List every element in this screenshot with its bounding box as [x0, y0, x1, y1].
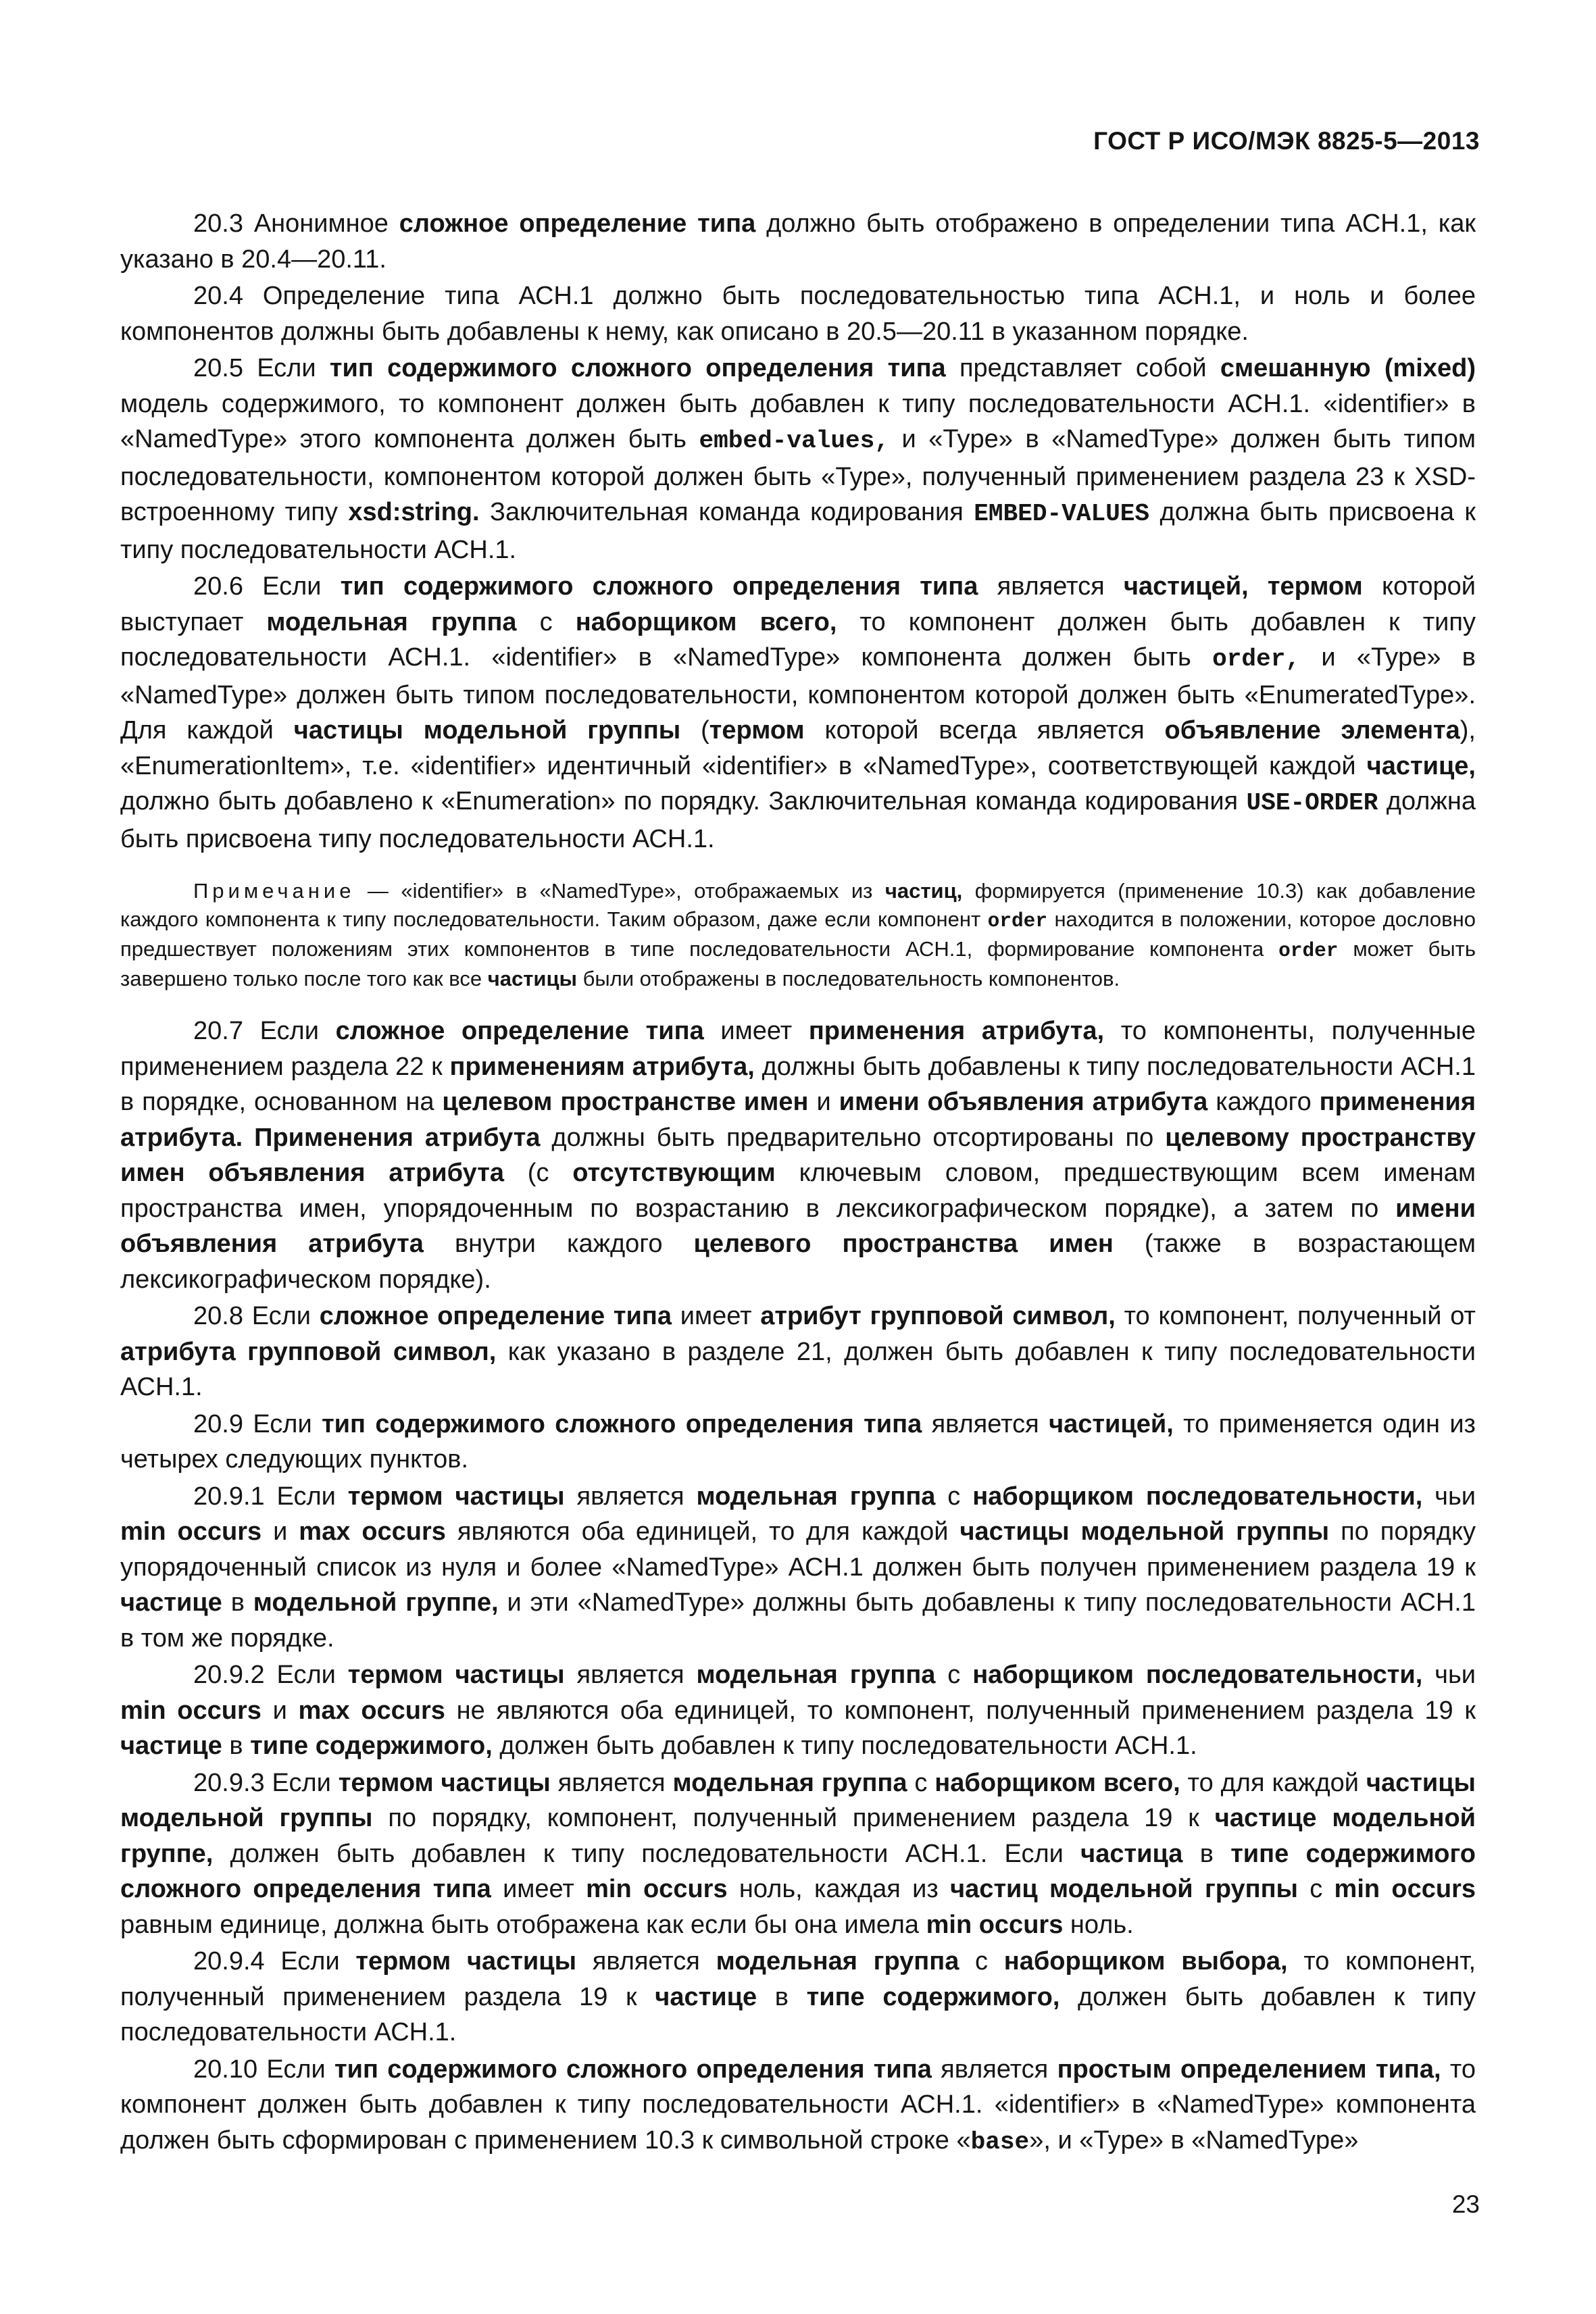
text-run: (с — [503, 1159, 573, 1187]
paragraph — [120, 1657, 1476, 1764]
text-run: должен быть добавлен к типу последовательности АСН.1. — [492, 1732, 1197, 1760]
text-run: и эти «NamedType» должны быть добавлены к типу последовательности АСН.1 в том же порядке. — [120, 1588, 1476, 1653]
bold-term: частица — [1080, 1839, 1183, 1868]
text-run: с — [907, 1768, 935, 1797]
bold-term: max occurs — [298, 1696, 445, 1725]
text-run: 20.5 Если — [193, 354, 330, 382]
bold-term: модельная группа — [696, 1482, 936, 1511]
text-run: ключевым словом, предшествующим всем именам пространства имен, упорядоченным по возрастанию в лексикографическом порядке), а затем по — [120, 1159, 1476, 1223]
text-run: в — [222, 1732, 251, 1760]
code-term: embed-values, — [699, 427, 889, 455]
text-run: 20.3 Анонимное — [193, 209, 399, 238]
bold-term: частице — [655, 1982, 757, 2011]
bold-term: целевому пространству имен объявления атрибута — [120, 1123, 1476, 1187]
text-run: в — [222, 1588, 253, 1617]
bold-term: наборщиком последовательности, — [972, 1661, 1423, 1689]
bold-term: применения атрибута. Применения атрибута — [120, 1088, 1476, 1152]
text-run: 20.7 Если — [193, 1017, 336, 1045]
note — [120, 877, 1476, 993]
text-run: 20.9.4 Если — [193, 1947, 356, 1976]
bold-term: термом частицы — [347, 1661, 565, 1689]
text-run: 20.8 Если — [193, 1302, 320, 1330]
bold-term: тип содержимого сложного определения типа — [334, 2055, 932, 2084]
bold-term: типе содержимого, — [250, 1732, 493, 1760]
code-term: order, — [1212, 645, 1301, 673]
paragraph — [120, 1299, 1476, 1405]
bold-term: частице — [120, 1732, 222, 1760]
bold-term: частицей, — [1049, 1409, 1174, 1438]
text-run: как указано в разделе 21, должен быть добавлен к типу последовательности АСН.1. — [120, 1337, 1476, 1401]
text-run: и — [808, 1088, 839, 1116]
document-header: ГОСТ Р ИСО/МЭК 8825-5—2013 — [1093, 127, 1480, 155]
bold-term: целевом пространстве имен — [442, 1088, 809, 1116]
bold-term: частицей, термом — [1123, 572, 1363, 601]
code-term: order — [987, 909, 1047, 932]
text-run: является — [564, 1661, 697, 1689]
bold-term: смешанную (mixed) — [1220, 354, 1476, 382]
text-run: и — [261, 1696, 299, 1725]
bold-term: атрибута групповой символ, — [120, 1337, 497, 1366]
text-run: которой выступает — [120, 572, 1476, 636]
text-run: должны быть предварительно отсортированы по — [540, 1123, 1166, 1152]
bold-term: модельная группа — [696, 1661, 936, 1689]
bold-term: атрибут групповой символ, — [760, 1302, 1116, 1330]
text-run: находится в положении, которое дословно предшествует положениям этих компонентов в типе последовательности АСН.1, формирование компонента — [120, 907, 1476, 961]
text-run: являются оба единицей, то для каждой — [445, 1517, 960, 1546]
bold-term: применениям атрибута, — [449, 1052, 755, 1081]
paragraphs-block — [120, 206, 1476, 857]
paragraph — [120, 569, 1476, 857]
text-run: 20.10 Если — [193, 2055, 335, 2084]
text-run: ноль. — [1063, 1910, 1134, 1939]
text-run: то для каждой — [1180, 1768, 1366, 1797]
bold-term: тип содержимого сложного определения типа — [340, 572, 978, 601]
bold-term: наборщиком всего, — [575, 607, 837, 636]
bold-term: термом частицы — [347, 1482, 565, 1511]
text-run: 20.9.2 Если — [193, 1661, 348, 1689]
text-run: является — [931, 2055, 1057, 2084]
bold-term: наборщиком всего, — [934, 1768, 1180, 1797]
code-term: order — [1278, 939, 1339, 962]
bold-term: сложное определение типа — [399, 209, 756, 238]
bold-term: термом частицы — [338, 1768, 551, 1797]
bold-term: модельная группа — [672, 1768, 907, 1797]
text-run: и «Type» в «NamedType» должен быть типом последовательности, компонентом которой должен быть «Type», полученный применением раздела 23 к XSD-встроенному типу — [120, 425, 1476, 526]
bold-term: наборщиком последовательности, — [972, 1482, 1423, 1511]
text-run: должна быть присвоена к типу последовательности АСН.1. — [120, 498, 1476, 564]
text-run: 20.9 Если — [193, 1409, 322, 1438]
bold-term: термом — [709, 716, 805, 745]
text-run: в — [1182, 1839, 1231, 1868]
bold-term: частицы — [487, 967, 577, 990]
code-term: EMBED-VALUES — [974, 500, 1150, 528]
text-run: (также в возрастающем лексикографическом порядке). — [120, 1230, 1476, 1294]
bold-term: частиц модельной группы — [950, 1875, 1298, 1903]
bold-term: имени объявления атрибута — [839, 1088, 1208, 1116]
paragraphs-block-2 — [120, 1013, 1476, 2160]
text-run: имеет — [671, 1302, 761, 1330]
bold-term: наборщиком выбора, — [1003, 1947, 1288, 1976]
bold-term: min occurs — [926, 1910, 1064, 1939]
text-run: может быть завершено только после того как все — [120, 937, 1476, 990]
bold-term: частице модельной группе, — [120, 1804, 1476, 1868]
bold-term: объявление элемента — [1164, 716, 1460, 745]
bold-term: модельная группа — [716, 1947, 959, 1976]
text-run: ноль, каждая из — [727, 1875, 951, 1903]
text-run: были отображены в последовательность компонентов. — [576, 967, 1120, 990]
bold-term: частицы модельной группы — [293, 716, 681, 745]
bold-term: max occurs — [299, 1517, 446, 1546]
text-run: », и «Type» в «NamedType» — [1029, 2126, 1359, 2155]
bold-term: min occurs — [586, 1875, 728, 1903]
note-label: Примечание — [193, 879, 355, 903]
text-run: должно быть добавлено к «Enumeration» по порядку. Заключительная команда кодирования — [120, 787, 1247, 815]
text-run: должно быть отображено в определении типа АСН.1, как указано в 20.4—20.11. — [120, 209, 1476, 274]
paragraph — [120, 1765, 1476, 1943]
page-number: 23 — [1451, 2190, 1480, 2218]
text-run: по порядку, компонент, полученный применением раздела 19 к — [372, 1804, 1215, 1832]
text-run: в — [757, 1982, 807, 2011]
text-run: и «Type» в «NamedType» должен быть типом последовательности, компонентом которой должен быть «EnumeratedType». Для каждой — [120, 643, 1476, 745]
bold-term: min occurs — [120, 1696, 261, 1725]
code-term: USE-ORDER — [1246, 789, 1378, 817]
text-run: и — [261, 1517, 299, 1546]
bold-term: тип содержимого сложного определения типа — [329, 354, 946, 382]
text-run: — «identifier» в «NamedType», отображаемых из — [355, 879, 885, 903]
bold-term: модельная группа — [266, 607, 517, 636]
text-run: формируется (применение 10.3) как добавление каждого компонента к типу последовательности. Таким образом, даже если компонент — [120, 879, 1476, 931]
bold-term: частиц, — [884, 879, 963, 903]
code-term: base — [970, 2128, 1030, 2156]
text-run: представляет собой — [945, 354, 1220, 382]
paragraph — [120, 2052, 1476, 2161]
bold-term: сложное определение типа — [335, 1017, 704, 1045]
bold-term: частице — [120, 1588, 222, 1617]
text-run: должен быть добавлен к типу последовательности АСН.1. — [120, 1982, 1476, 2046]
text-run: 20.6 Если — [193, 572, 341, 601]
paragraph — [120, 351, 1476, 568]
text-run: равным единице, должна быть отображена как если бы она имела — [120, 1910, 926, 1939]
bold-term: частицы модельной группы — [959, 1517, 1330, 1546]
bold-term: модельной группе, — [253, 1588, 499, 1617]
text-run: является — [978, 572, 1124, 601]
paragraph — [120, 1407, 1476, 1478]
bold-term: отсутствующим — [572, 1159, 776, 1187]
document-body — [120, 206, 1476, 2160]
bold-term: тип содержимого сложного определения типа — [322, 1409, 922, 1438]
paragraph — [120, 1479, 1476, 1657]
text-run: модель содержимого, то компонент должен быть добавлен к типу последовательности АСН.1. «identifier» в «NamedType» этого компонента должен быть — [120, 389, 1476, 453]
text-run: внутри каждого — [423, 1230, 694, 1258]
text-run: является — [550, 1768, 673, 1797]
bold-term: частице, — [1366, 751, 1476, 780]
text-run: должен быть добавлен к типу последовательности АСН.1. Если — [213, 1839, 1081, 1868]
text-run: с — [1297, 1875, 1335, 1903]
text-run: 20.4 Определение типа АСН.1 должно быть последовательностью типа АСН.1, и ноль и более компонентов должны быть добавлены к нему, как описано в 20.5—20.11 в указанном порядке. — [120, 282, 1476, 346]
bold-term: имени объявления атрибута — [120, 1194, 1476, 1258]
bold-term: термом частицы — [355, 1947, 577, 1976]
bold-term: min occurs — [120, 1517, 262, 1546]
text-run: каждого — [1207, 1088, 1320, 1116]
text-run: с — [935, 1482, 973, 1511]
text-run: которой всегда является — [804, 716, 1165, 745]
text-run: является — [564, 1482, 697, 1511]
bold-term: xsd:string. — [348, 498, 480, 526]
text-run: с — [935, 1661, 973, 1689]
bold-term: сложное определение типа — [319, 1302, 672, 1330]
paragraph — [120, 278, 1476, 349]
text-run: 20.9.3 Если — [193, 1768, 339, 1797]
bold-term: min occurs — [1334, 1875, 1476, 1903]
paragraph — [120, 206, 1476, 277]
bold-term: простым определением типа, — [1057, 2055, 1441, 2084]
text-run: имеет — [703, 1017, 809, 1045]
text-run: то компонент, полученный применением раздела 19 к — [120, 1947, 1476, 2011]
bold-term: целевого пространства имен — [693, 1230, 1114, 1258]
text-run: то компонент должен быть добавлен к типу последовательности АСН.1. «identifier» в «NamedType» компонента должен быть — [120, 607, 1476, 672]
text-run: является — [922, 1409, 1049, 1438]
text-run: с — [959, 1947, 1004, 1976]
bold-term: частицы модельной группы — [120, 1768, 1476, 1832]
bold-term: типе содержимого сложного определения типа — [120, 1839, 1476, 1903]
text-run: по порядку упорядоченный список из нуля и более «NamedType» АСН.1 должен быть получен применением раздела 19 к — [120, 1517, 1476, 1582]
text-run: то компонент, полученный от — [1115, 1302, 1476, 1330]
text-run: является — [576, 1947, 716, 1976]
paragraph — [120, 1944, 1476, 2051]
text-run: должна быть присвоена типу последовательности АСН.1. — [120, 787, 1476, 853]
text-run: с — [516, 607, 576, 636]
text-run: то компоненты, полученные применением раздела 22 к — [120, 1017, 1476, 1081]
text-run: ), «EnumerationItem», т.е. «identifier» идентичный «identifier» в «NamedType», соответствующей каждой — [120, 716, 1476, 780]
bold-term: применения атрибута, — [808, 1017, 1105, 1045]
text-run: 20.9.1 Если — [193, 1482, 348, 1511]
text-run: чьи — [1422, 1661, 1476, 1689]
bold-term: типе содержимого, — [806, 1982, 1060, 2011]
text-run: то применяется один из четырех следующих пунктов. — [120, 1409, 1476, 1474]
text-run: имеет — [491, 1875, 587, 1903]
text-run: Заключительная команда кодирования — [479, 498, 974, 526]
text-run: ( — [680, 716, 709, 745]
text-run: должны быть добавлены к типу последовательности АСН.1 в порядке, основанном на — [120, 1052, 1476, 1116]
text-run: не являются оба единицей, то компонент, полученный применением раздела 19 к — [445, 1696, 1476, 1725]
text-run: то компонент должен быть добавлен к типу последовательности АСН.1. «identifier» в «NamedType» компонента должен быть сформирован с применением 10.3 к символьной строке « — [120, 2055, 1476, 2155]
paragraph — [120, 1013, 1476, 1297]
text-run: чьи — [1422, 1482, 1476, 1511]
